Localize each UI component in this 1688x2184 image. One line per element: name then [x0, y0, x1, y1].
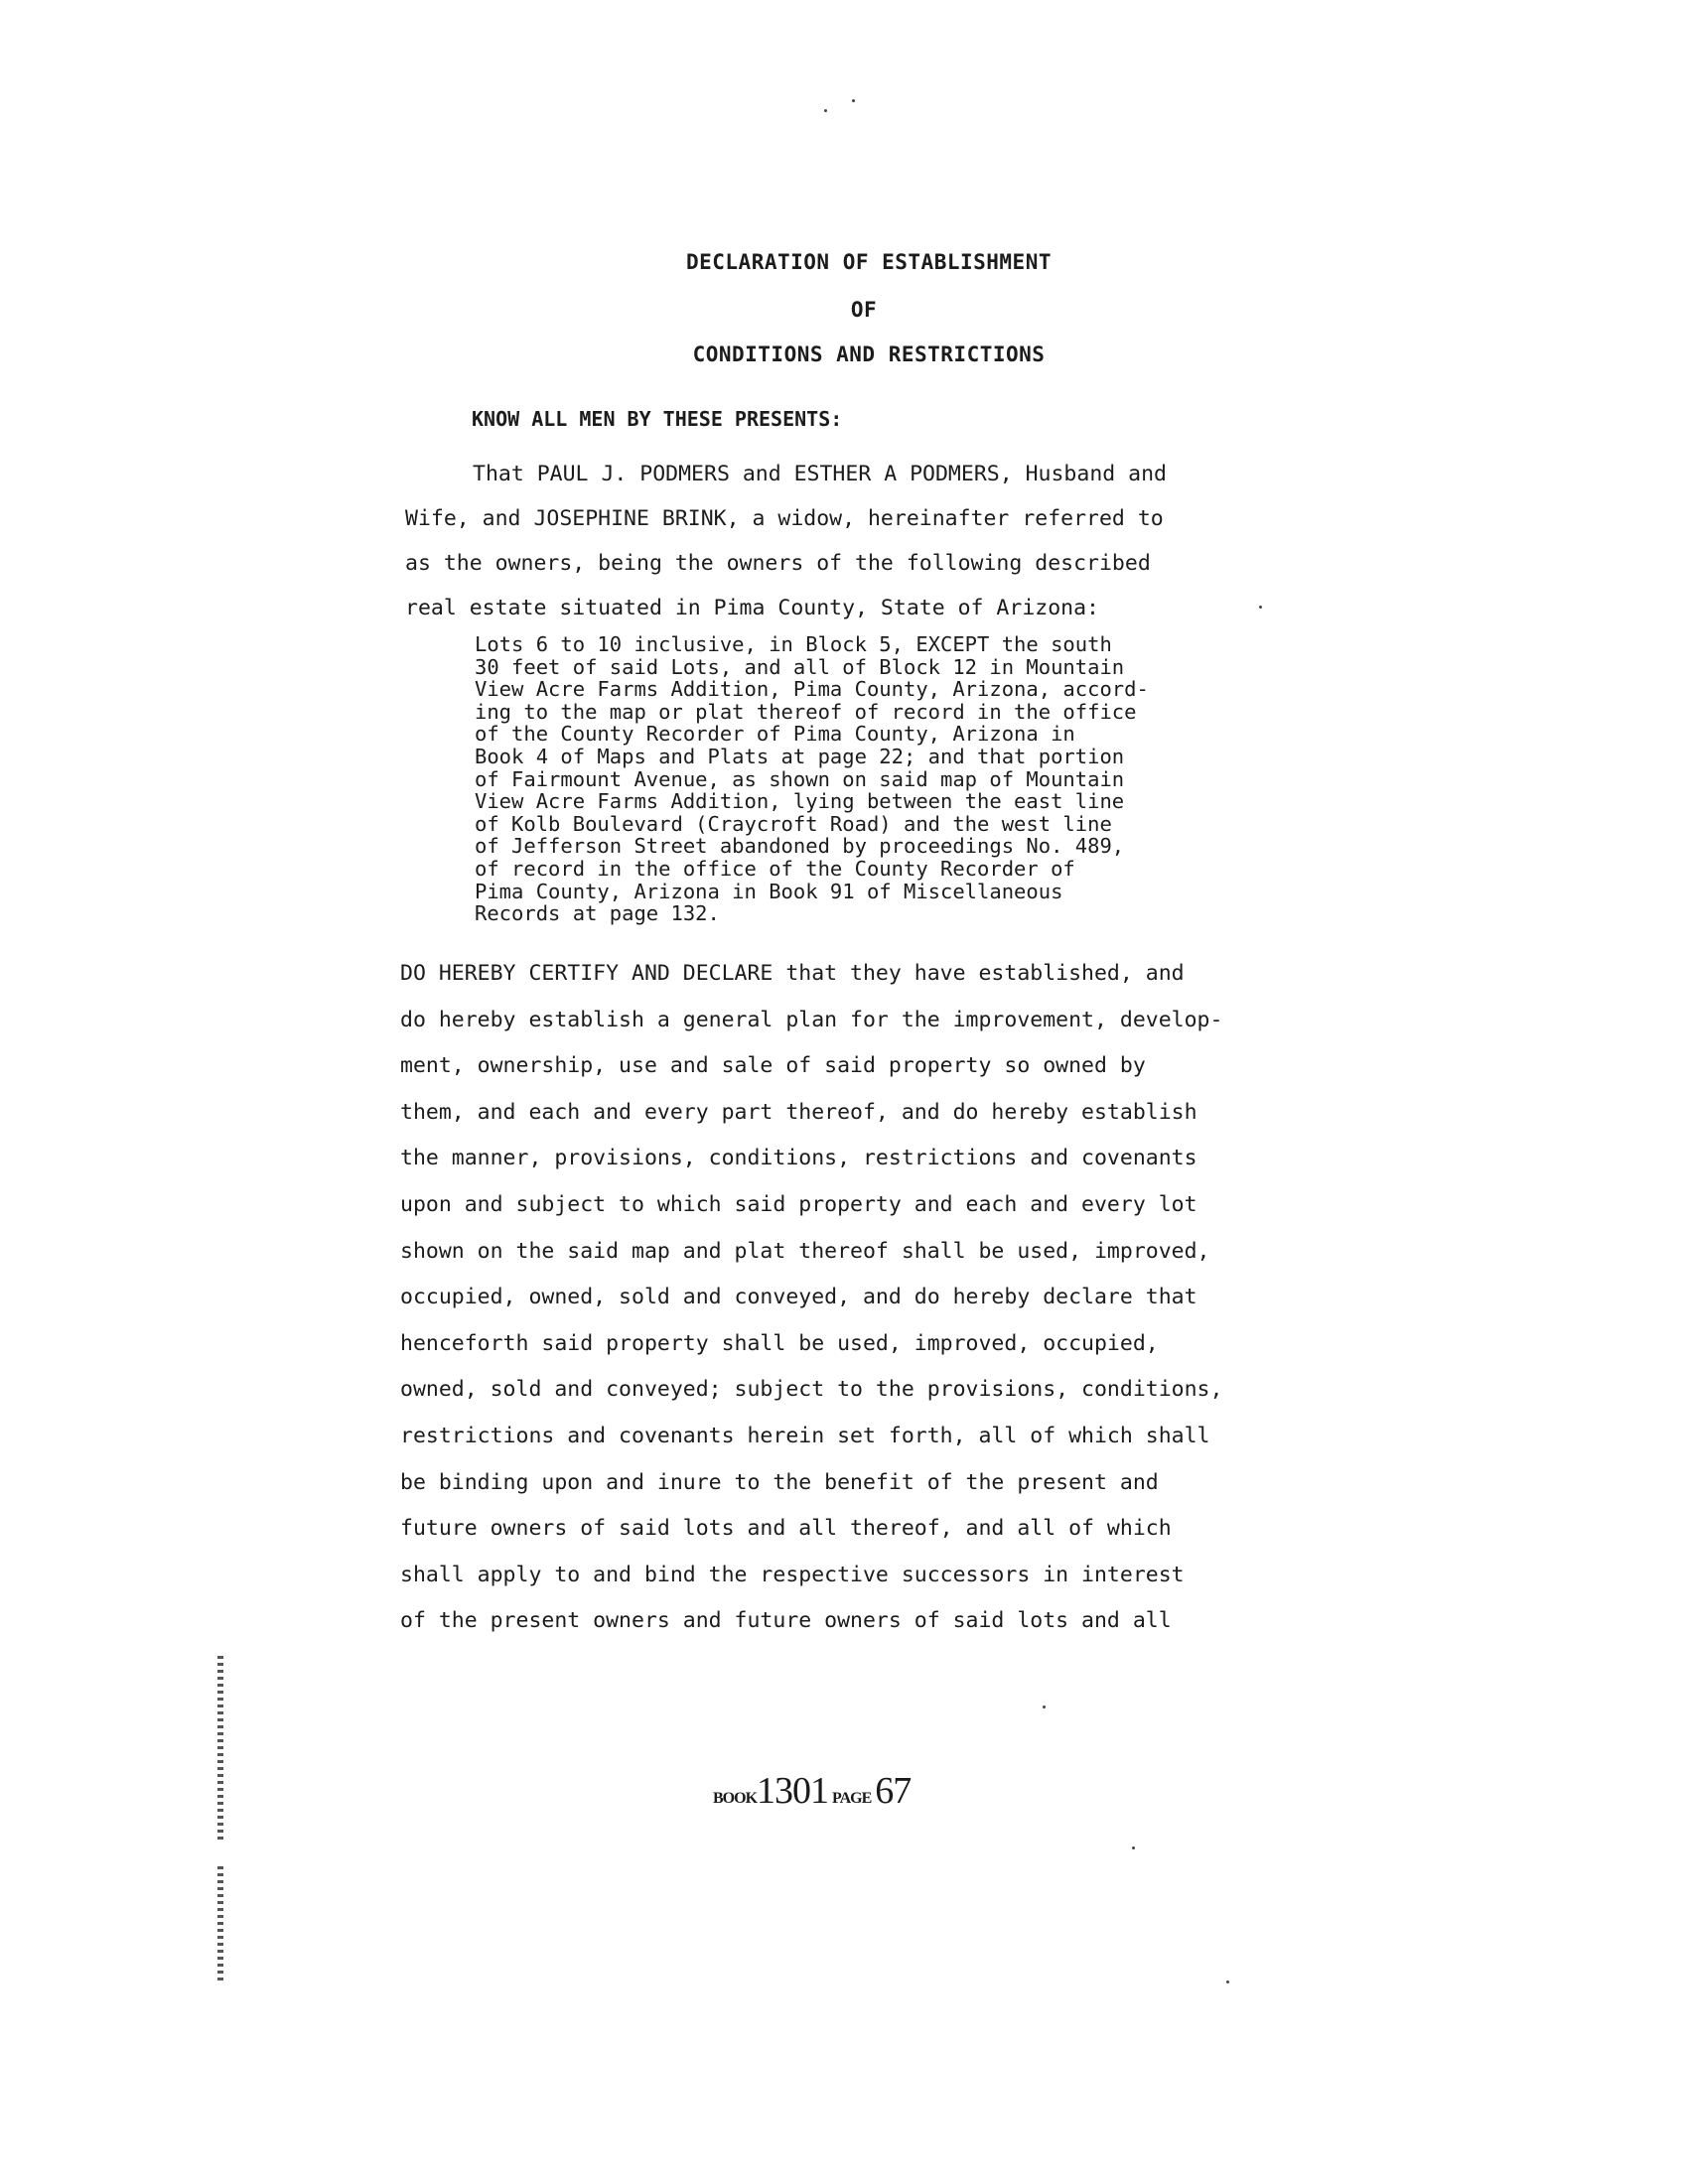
scan-speck [1259, 606, 1262, 609]
declaration-line: DO HEREBY CERTIFY AND DECLARE that they have established, and [400, 961, 1185, 986]
legal-line: 30 feet of said Lots, and all of Block 12 in Mountain [475, 654, 1125, 679]
scan-speck [1043, 1706, 1046, 1708]
scan-speck [824, 109, 827, 112]
paragraph-line: real estate situated in Pima County, State of Arizona: [405, 596, 1099, 620]
legal-line: of Fairmount Avenue, as shown on said map of Mountain [475, 766, 1125, 791]
legal-line: Book 4 of Maps and Plats at page 22; and that portion [475, 744, 1125, 768]
scan-speck [1226, 1980, 1229, 1983]
declaration-line: shall apply to and bind the respective successors in interest [400, 1562, 1185, 1587]
declaration-line: of the present owners and future owners of said lots and all [400, 1608, 1172, 1634]
legal-description [475, 633, 1259, 925]
scan-margin-artifact [217, 1656, 223, 1840]
legal-line: of Jefferson Street abandoned by proceedings No. 489, [475, 834, 1125, 859]
scan-speck [1132, 1846, 1135, 1849]
declaration-line: future owners of said lots and all thereof, and all of which [400, 1516, 1172, 1542]
book-page-stamp [713, 1769, 911, 1813]
declaration-line: them, and each and every part thereof, and do hereby establish [400, 1099, 1197, 1125]
declaration-line: owned, sold and conveyed; subject to the provisions, conditions, [400, 1377, 1223, 1403]
legal-line: of Kolb Boulevard (Craycroft Road) and the west line [475, 811, 1112, 836]
paragraph-line: as the owners, being the owners of the following described [405, 551, 1151, 576]
book-number: 1301 [757, 1770, 829, 1812]
declaration-line: occupied, owned, sold and conveyed, and do hereby declare that [400, 1285, 1197, 1310]
page-number: 67 [875, 1770, 912, 1812]
legal-line: Records at page 132. [475, 901, 720, 926]
declaration-line: do hereby establish a general plan for the improvement, develop- [400, 1007, 1223, 1032]
intro-line: KNOW ALL MEN BY THESE PRESENTS: [472, 407, 843, 431]
scan-speck [852, 99, 855, 102]
paragraph-line: Wife, and JOSEPHINE BRINK, a widow, hereinafter referred to [405, 506, 1164, 531]
legal-line: of the County Recorder of Pima County, Arizona in [475, 722, 1075, 747]
paragraph-line: That PAUL J. PODMERS and ESTHER A PODMERS, Husband and [473, 462, 1167, 486]
declaration-line: the manner, provisions, conditions, restrictions and covenants [400, 1146, 1197, 1171]
declaration-line: henceforth said property shall be used, improved, occupied, [400, 1330, 1159, 1356]
legal-line: ing to the map or plat thereof of record in the office [475, 699, 1137, 724]
declaration-line: be binding upon and inure to the benefit of the present and [400, 1469, 1159, 1495]
declaration-line: shown on the said map and plat thereof shall be used, improved, [400, 1238, 1210, 1264]
declaration-line: restrictions and covenants herein set forth, all of which shall [400, 1423, 1210, 1448]
owners-paragraph [405, 452, 1259, 630]
declaration-paragraph [400, 951, 1324, 1645]
legal-line: View Acre Farms Addition, Pima County, Arizona, accord- [475, 677, 1149, 702]
document-title: DECLARATION OF ESTABLISHMENT [685, 250, 1052, 274]
declaration-line: ment, ownership, use and sale of said property so owned by [400, 1053, 1146, 1079]
declaration-line: upon and subject to which said property and each and every lot [400, 1191, 1197, 1217]
document-title-of: OF [850, 298, 878, 322]
legal-line: Pima County, Arizona in Book 91 of Miscellaneous [475, 879, 1063, 903]
legal-line: View Acre Farms Addition, lying between the east line [475, 789, 1125, 814]
document-subtitle: CONDITIONS AND RESTRICTIONS [692, 342, 1046, 366]
legal-line: of record in the office of the County Recorder of [475, 856, 1075, 881]
page-label: PAGE [832, 1790, 872, 1807]
book-label: BOOK [713, 1790, 758, 1807]
scan-margin-artifact [217, 1866, 223, 1980]
legal-line: Lots 6 to 10 inclusive, in Block 5, EXCEPT the south [475, 632, 1112, 656]
